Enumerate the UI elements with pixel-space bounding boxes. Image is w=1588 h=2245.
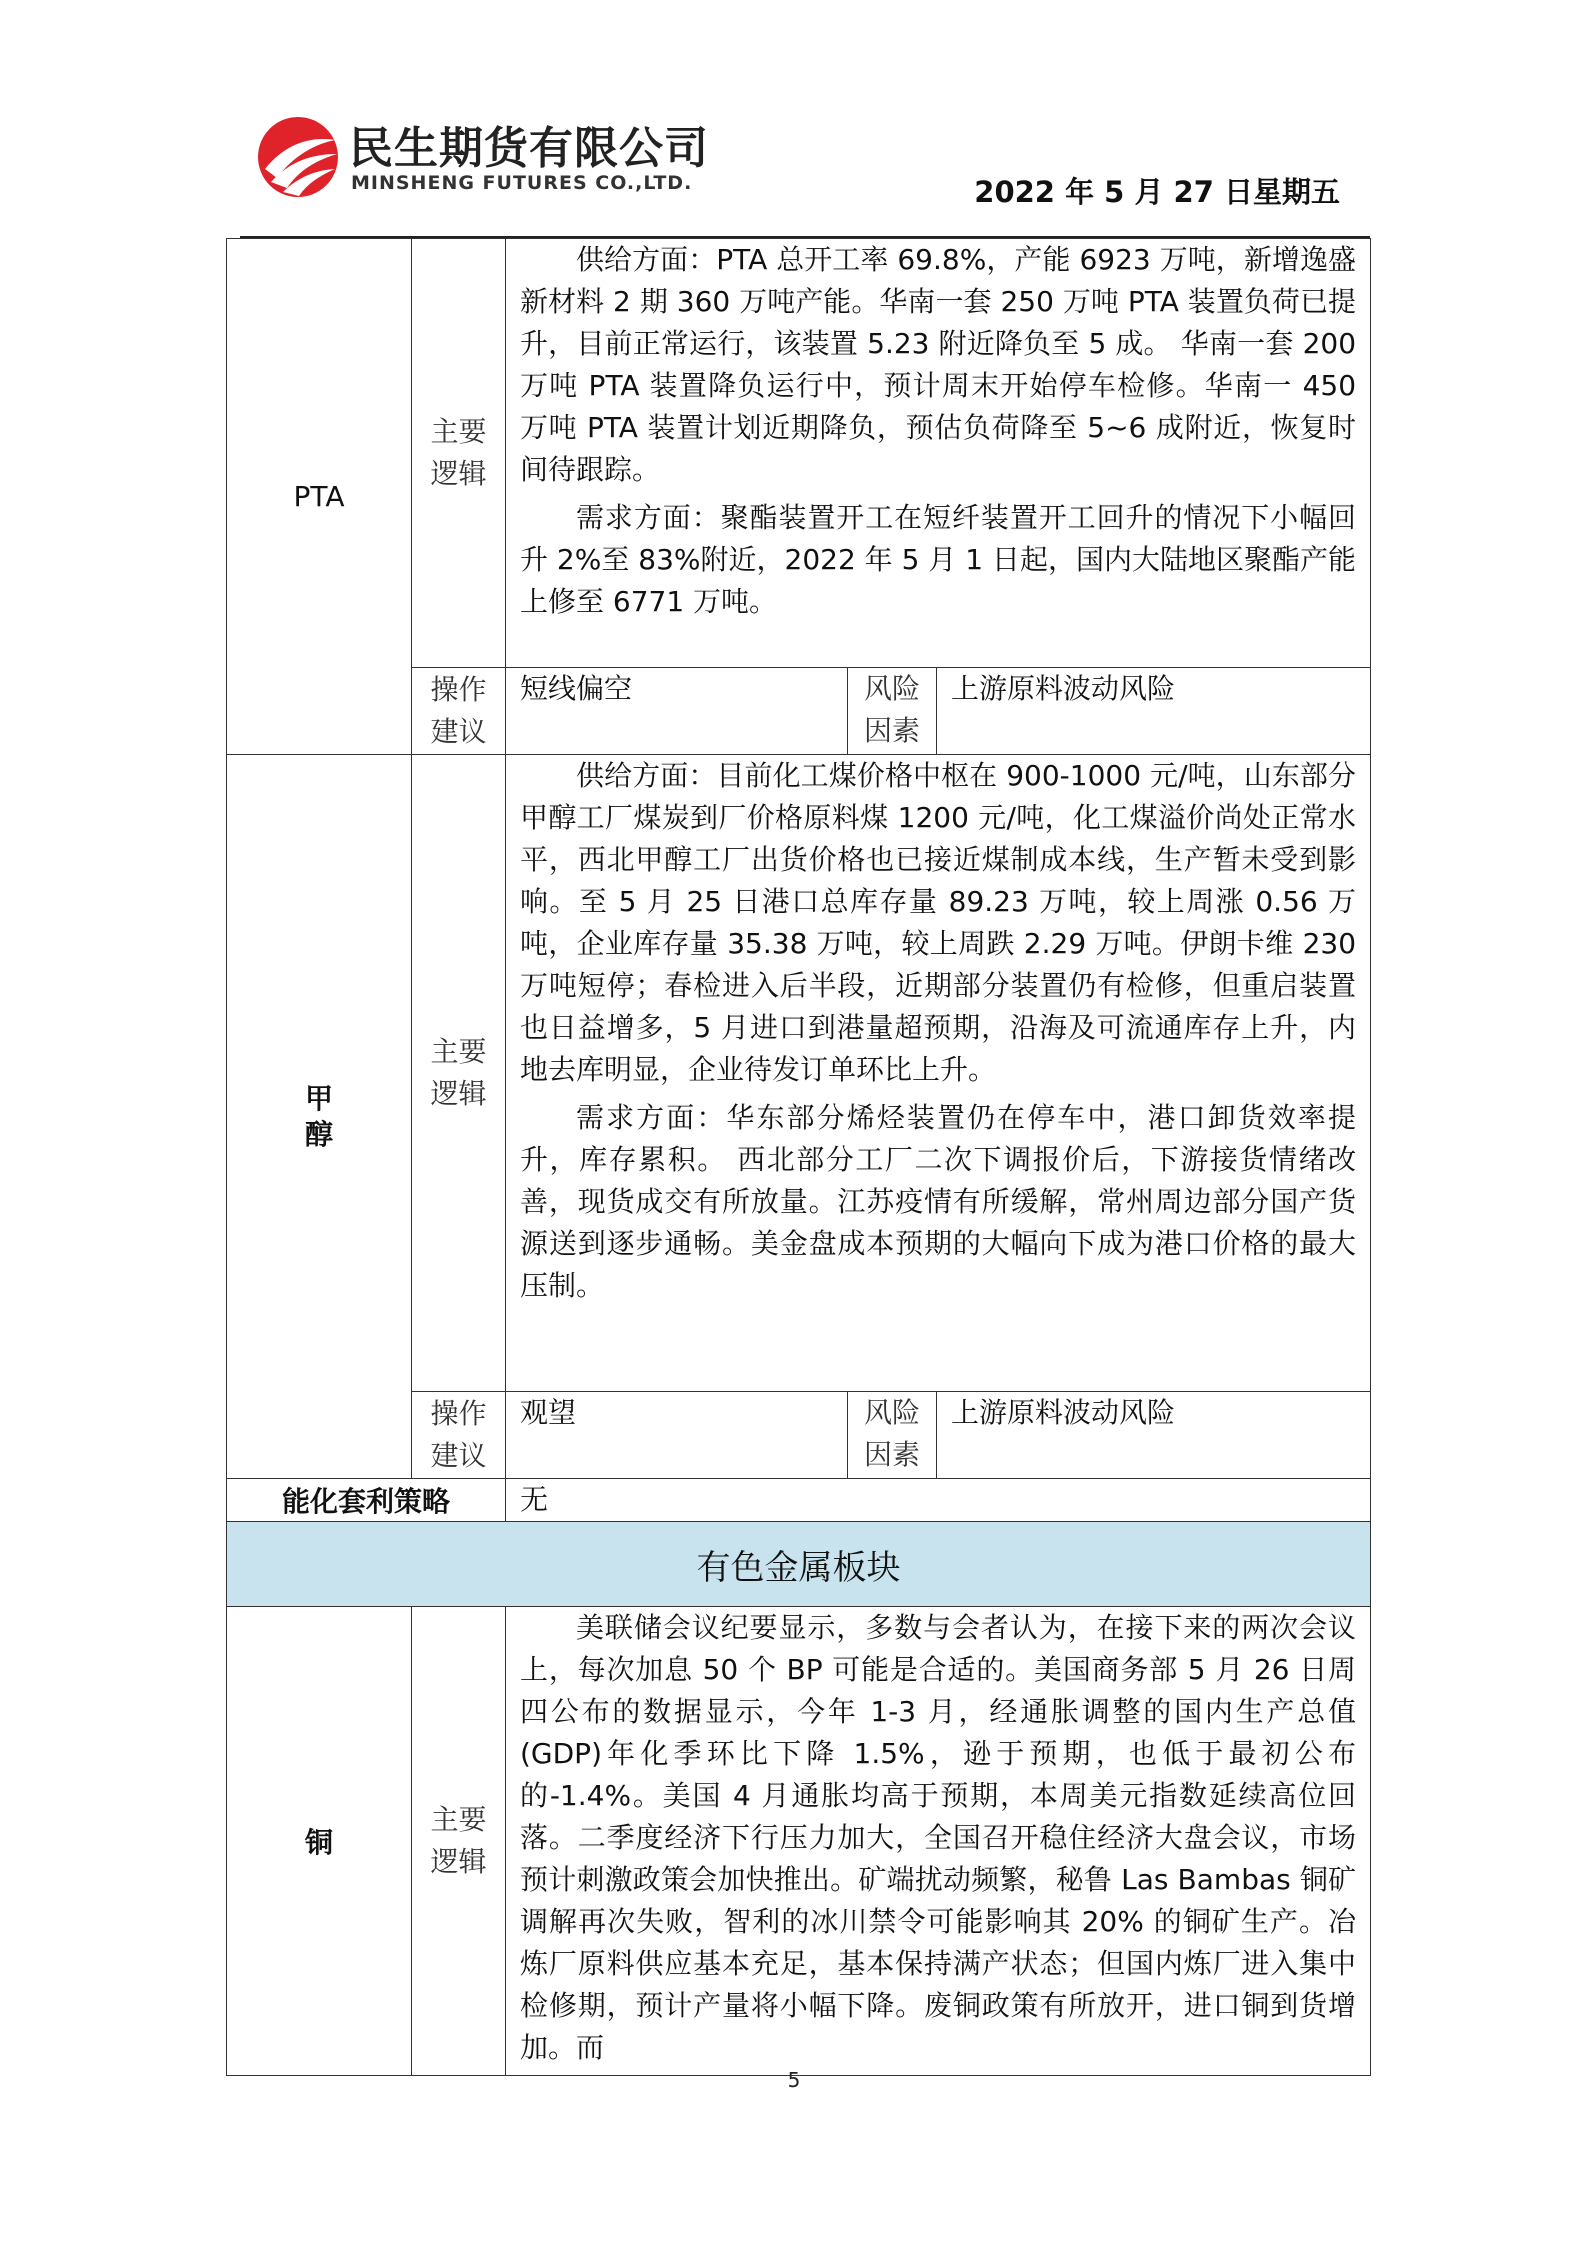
pta-demand-text: 需求方面：聚酯装置开工在短纤装置开工回升的情况下小幅回升 2%至 83%附近，2022 年 5 月 1 日起，国内大陆地区聚酯产能上修至 6771 万吨。 (520, 501, 1357, 618)
methanol-op-value: 观望 (506, 1392, 848, 1479)
pta-risk-value: 上游原料波动风险 (937, 668, 1371, 755)
minsheng-logo-icon (255, 114, 341, 200)
pta-risk-label: 风险 因素 (848, 668, 937, 755)
copper-product-cell: 铜 (227, 1607, 412, 2076)
methanol-supply-text: 供给方面：目前化工煤价格中枢在 900-1000 元/吨，山东部分甲醇工厂煤炭到厂价格原料煤 1200 元/吨，化工煤溢价尚处正常水平，西北甲醇工厂出货价格也已接近煤制成本线，生产暂未受到影响。至 5 月 25 日港口总库存量 89.23 万吨，较上周涨 0.56 万吨，企业库存量 35.38 万吨，较上周跌 2.29 万吨。伊朗卡维 230 万吨短停；春检进入后半段，近期部分装置仍有检修，但重启装置也日益增多，5 月进口到港量超预期，沿海及可流通库存上升，内地去库明显，企业待发订单环比上升。 (520, 759, 1357, 1086)
methanol-logic-row (227, 755, 1371, 1392)
strategy-label: 能化套利策略 (227, 1479, 506, 1522)
pta-op-value: 短线偏空 (506, 668, 848, 755)
pta-op-label: 操作 建议 (412, 668, 506, 755)
methanol-risk-value: 上游原料波动风险 (937, 1392, 1371, 1479)
report-table (226, 238, 1371, 2076)
company-name-en: MINSHENG FUTURES CO.,LTD. (351, 172, 693, 194)
copper-logic-label: 主要 逻辑 (412, 1607, 506, 2076)
section-title: 有色金属板块 (227, 1522, 1371, 1607)
pta-product-cell: PTA (227, 239, 412, 755)
strategy-value: 无 (506, 1479, 1371, 1522)
methanol-logic-content (506, 755, 1371, 1392)
pta-supply-text: 供给方面：PTA 总开工率 69.8%，产能 6923 万吨，新增逸盛新材料 2 期 360 万吨产能。华南一套 250 万吨 PTA 装置负荷已提升，目前正常运行，该装置 5.23 附近降负至 5 成。 华南一套 200 万吨 PTA 装置降负运行中，预计周末开始停车检修。华南一 450 万吨 PTA 装置计划近期降负，预估负荷降至 5~6 成附近，恢复时间待跟踪。 (520, 243, 1357, 486)
methanol-risk-label: 风险 因素 (848, 1392, 937, 1479)
methanol-logic-label: 主要 逻辑 (412, 755, 506, 1392)
copper-text: 美联储会议纪要显示，多数与会者认为，在接下来的两次会议上，每次加息 50 个 BP 可能是合适的。美国商务部 5 月 26 日周四公布的数据显示，今年 1-3 月，经通胀调整的国内生产总值(GDP)年化季环比下降 1.5%，逊于预期，也低于最初公布的-1.4%。美国 4 月通胀均高于预期，本周美元指数延续高位回落。二季度经济下行压力加大，全国召开稳住经济大盘会议，市场预计刺激政策会加快推出。矿端扰动频繁，秘鲁 Las Bambas 铜矿调解再次失败，智利的冰川禁令可能影响其 20% 的铜矿生产。冶炼厂原料供应基本充足，基本保持满产状态；但国内炼厂进入集中检修期，预计产量将小幅下降。废铜政策有所放开，进口铜到货增加。而 (520, 1611, 1357, 2064)
page-number: 5 (787, 2068, 801, 2092)
methanol-demand-text: 需求方面：华东部分烯烃装置仍在停车中，港口卸货效率提升，库存累积。 西北部分工厂二次下调报价后，下游接货情绪改善，现货成交有所放量。江苏疫情有所缓解，常州周边部分国产货源送到逐步通畅。美金盘成本预期的大幅向下成为港口价格的最大压制。 (520, 1101, 1357, 1302)
copper-logic-row (227, 1607, 1371, 2076)
page-header (240, 112, 1370, 238)
methanol-op-label: 操作 建议 (412, 1392, 506, 1479)
methanol-product-cell: 甲 醇 (227, 755, 412, 1479)
company-name-cn: 民生期货有限公司 (349, 123, 709, 174)
pta-logic-label: 主要 逻辑 (412, 239, 506, 668)
report-date: 2022 年 5 月 27 日星期五 (974, 175, 1340, 209)
section-header-row (227, 1522, 1371, 1607)
copper-logic-content (506, 1607, 1371, 2076)
pta-logic-row (227, 239, 1371, 668)
pta-logic-content (506, 239, 1371, 668)
company-logo (255, 112, 735, 202)
strategy-row (227, 1479, 1371, 1522)
